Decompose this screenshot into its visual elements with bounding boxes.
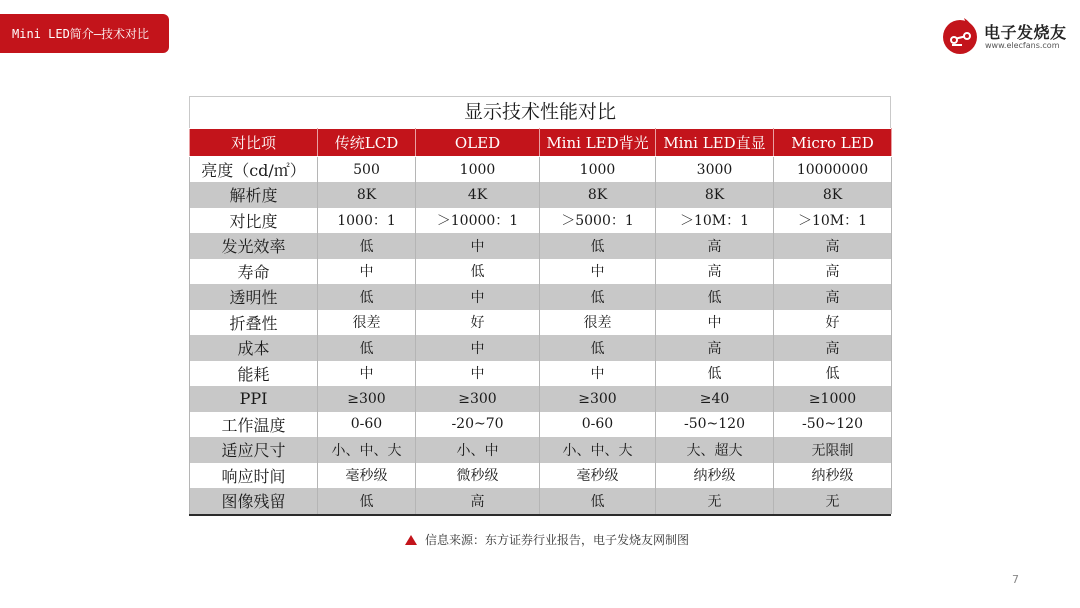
table-cell: 低 [416, 259, 540, 285]
table-cell: 高 [774, 259, 892, 285]
table-row [190, 463, 892, 489]
table-cell: ≥300 [416, 386, 540, 412]
table-cell: 10000000 [774, 157, 892, 183]
row-label: 能耗 [190, 361, 318, 387]
row-label: 亮度（cd/㎡） [190, 157, 318, 183]
table-row [190, 335, 892, 361]
table-cell: 低 [318, 233, 416, 259]
row-label: 工作温度 [190, 412, 318, 438]
page-number: 7 [1012, 573, 1019, 586]
logo-name: 电子发烧友 [984, 23, 1067, 42]
column-header: Mini LED背光 [540, 129, 656, 157]
table-row [190, 488, 892, 514]
table-cell: 高 [774, 335, 892, 361]
source-note [405, 531, 689, 548]
table-row [190, 157, 892, 183]
table-cell: 中 [416, 335, 540, 361]
table-cell: 中 [416, 361, 540, 387]
column-header: 传统LCD [318, 129, 416, 157]
table-cell: 低 [540, 488, 656, 514]
table-cell: 无限制 [774, 437, 892, 463]
table-body [190, 157, 892, 514]
table-cell: ≥1000 [774, 386, 892, 412]
table-cell: 中 [318, 361, 416, 387]
table-cell: 3000 [656, 157, 774, 183]
table-cell: ≥40 [656, 386, 774, 412]
table-cell: 1000 [540, 157, 656, 183]
table-row [190, 233, 892, 259]
table-cell: 毫秒级 [540, 463, 656, 489]
table-cell: 高 [774, 284, 892, 310]
table-cell: ＞10000：1 [416, 208, 540, 234]
table-cell: 好 [416, 310, 540, 336]
row-label: 成本 [190, 335, 318, 361]
table-row [190, 182, 892, 208]
table-row [190, 208, 892, 234]
row-label: 发光效率 [190, 233, 318, 259]
table-cell: 小、中、大 [318, 437, 416, 463]
table-cell: 高 [656, 259, 774, 285]
table-cell: 低 [318, 335, 416, 361]
row-label: 对比度 [190, 208, 318, 234]
table-cell: 小、中、大 [540, 437, 656, 463]
column-header: Mini LED直显 [656, 129, 774, 157]
table-cell: 中 [416, 284, 540, 310]
table-cell: 低 [656, 361, 774, 387]
table-cell: 中 [656, 310, 774, 336]
source-text: 信息来源：东方证券行业报告，电子发烧友网制图 [425, 533, 690, 547]
column-header: OLED [416, 129, 540, 157]
table-cell: 低 [656, 284, 774, 310]
table-cell: 低 [540, 335, 656, 361]
table-cell: 很差 [540, 310, 656, 336]
table-row [190, 361, 892, 387]
table-row [190, 437, 892, 463]
table-row [190, 412, 892, 438]
row-label: 透明性 [190, 284, 318, 310]
table-bottom-rule [189, 514, 891, 516]
table-title: 显示技术性能对比 [189, 96, 891, 128]
table-cell: -20~70 [416, 412, 540, 438]
table-row [190, 310, 892, 336]
table-cell: 无 [774, 488, 892, 514]
table-cell: 低 [540, 284, 656, 310]
table-row [190, 284, 892, 310]
table-cell: ＞5000：1 [540, 208, 656, 234]
table-cell: ＞10M：1 [656, 208, 774, 234]
table-cell: 高 [774, 233, 892, 259]
table-cell: 小、中 [416, 437, 540, 463]
triangle-icon [405, 535, 417, 545]
table-cell: 8K [656, 182, 774, 208]
table-cell: 大、超大 [656, 437, 774, 463]
table-cell: -50~120 [774, 412, 892, 438]
table-cell: ≥300 [318, 386, 416, 412]
table-cell: 低 [318, 284, 416, 310]
table-row [190, 386, 892, 412]
table-cell: 好 [774, 310, 892, 336]
table-cell: -50~120 [656, 412, 774, 438]
table-cell: 8K [540, 182, 656, 208]
table-header-row [190, 129, 892, 157]
column-header: Micro LED [774, 129, 892, 157]
table-cell: 高 [656, 335, 774, 361]
table-cell: 4K [416, 182, 540, 208]
elecfans-logo-icon [940, 14, 982, 56]
row-label: PPI [190, 386, 318, 412]
table-cell: 0-60 [540, 412, 656, 438]
row-label: 响应时间 [190, 463, 318, 489]
table-cell: 高 [656, 233, 774, 259]
table-cell: 中 [318, 259, 416, 285]
comparison-table-panel [189, 96, 891, 516]
table-cell: 很差 [318, 310, 416, 336]
table-cell: 纳秒级 [774, 463, 892, 489]
table-cell: ＞10M：1 [774, 208, 892, 234]
table-cell: 低 [774, 361, 892, 387]
table-cell: 无 [656, 488, 774, 514]
table-cell: 8K [318, 182, 416, 208]
table-cell: 微秒级 [416, 463, 540, 489]
table-cell: 1000 [416, 157, 540, 183]
table-cell: 中 [416, 233, 540, 259]
table-cell: 低 [318, 488, 416, 514]
table-cell: 低 [540, 233, 656, 259]
table-cell: 毫秒级 [318, 463, 416, 489]
table-cell: 中 [540, 361, 656, 387]
table-cell: 中 [540, 259, 656, 285]
row-label: 适应尺寸 [190, 437, 318, 463]
row-label: 图像残留 [190, 488, 318, 514]
table-row [190, 259, 892, 285]
table-cell: 0-60 [318, 412, 416, 438]
row-label: 折叠性 [190, 310, 318, 336]
table-cell: 高 [416, 488, 540, 514]
row-label: 解析度 [190, 182, 318, 208]
brand-logo[interactable] [940, 14, 1072, 56]
column-header: 对比项 [190, 129, 318, 157]
table-cell: 1000：1 [318, 208, 416, 234]
table-cell: 纳秒级 [656, 463, 774, 489]
table-cell: ≥300 [540, 386, 656, 412]
logo-url: www.elecfans.com [985, 41, 1060, 50]
comparison-table [189, 128, 892, 514]
table-cell: 500 [318, 157, 416, 183]
table-cell: 8K [774, 182, 892, 208]
section-tag: Mini LED简介–技术对比 [0, 14, 169, 53]
row-label: 寿命 [190, 259, 318, 285]
